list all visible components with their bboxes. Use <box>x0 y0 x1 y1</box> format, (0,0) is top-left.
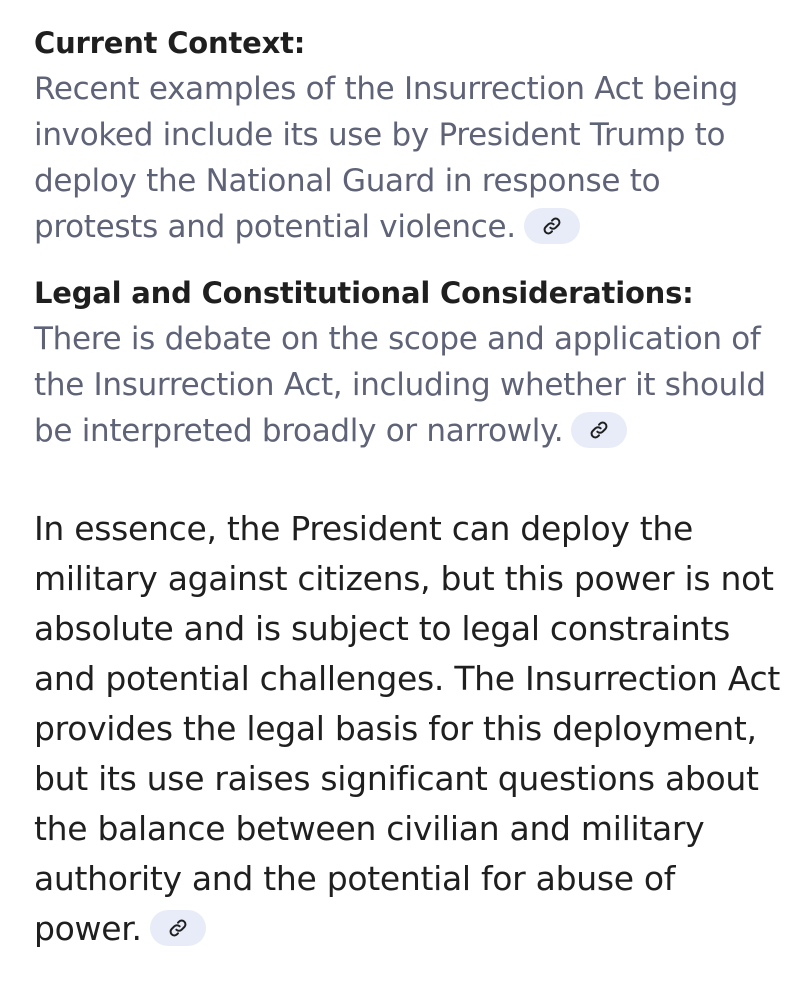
section-heading-legal-considerations: Legal and Constitutional Considerations: <box>34 276 694 310</box>
section-body-text: There is debate on the scope and application of the Insurrection Act, including whether it should be interpreted broadly or narrowly. <box>34 321 766 449</box>
source-link-chip[interactable] <box>571 412 627 448</box>
link-icon <box>542 216 562 236</box>
summary-text: In essence, the President can deploy the military against citizens, but this power is not absolute and is subject to legal constraints and potential challenges. The Insurrection Act provides the legal basis for this deployment, but its use raises significant questions about the balance between civilian and military authority and the potential for abuse of power. <box>34 509 780 948</box>
section-heading-current-context: Current Context: <box>34 26 306 60</box>
source-link-chip[interactable] <box>524 208 580 244</box>
source-link-chip[interactable] <box>150 910 206 946</box>
section-body-text: Recent examples of the Insurrection Act being invoked include its use by President Trump to deploy the National Guard in response to protests and potential violence. <box>34 71 738 245</box>
link-icon <box>589 420 609 440</box>
section-body-legal-considerations <box>34 316 787 454</box>
link-icon <box>168 918 188 938</box>
section-body-current-context <box>34 66 787 250</box>
summary-paragraph <box>34 504 787 954</box>
